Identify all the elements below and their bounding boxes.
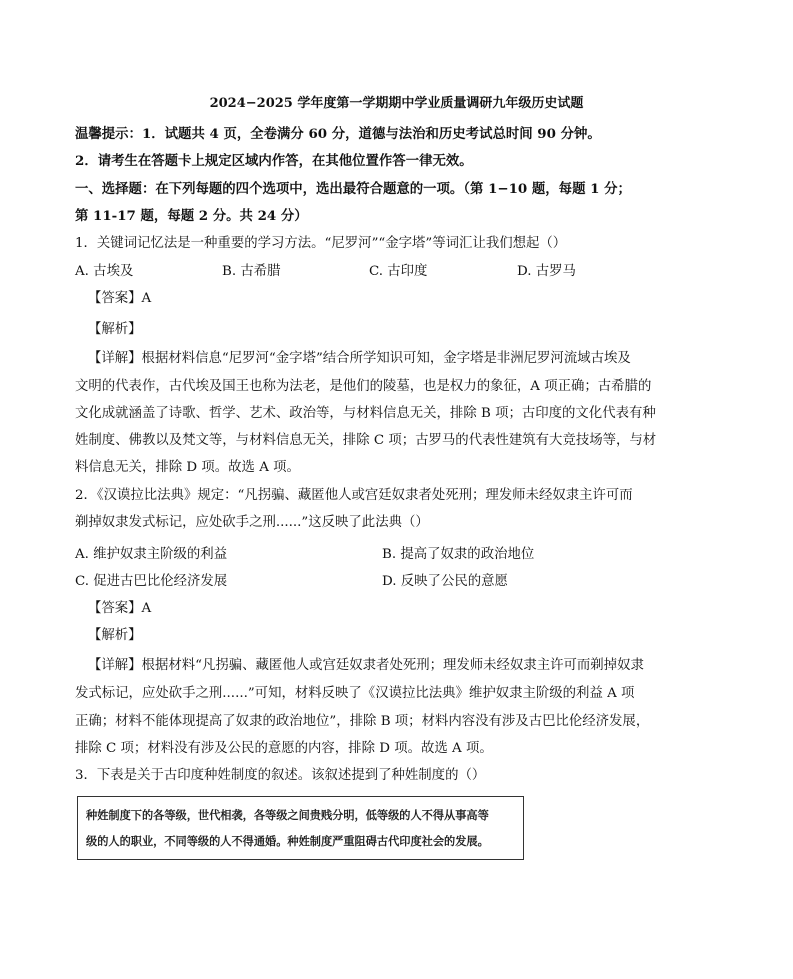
- q2-detail-line: 【详解】根据材料“凡拐骗、藏匿他人或宫廷奴隶者处死刑；理发师未经奴隶主许可而剃掉奴隶: [88, 658, 644, 673]
- q1-option-d: D. 古罗马: [517, 264, 576, 279]
- q3-material-box: [77, 796, 524, 860]
- q2-detail-line: 排除 C 项；材料没有涉及公民的意愿的内容，排除 D 项。故选 A 项。: [75, 741, 493, 756]
- q1-detail-line: 文明的代表作，古代埃及国王也称为法老，是他们的陵墓，也是权力的象征，A 项正确；古希腊的: [75, 379, 652, 394]
- section-heading-line-1: 一、选择题：在下列每题的四个选项中，选出最符合题意的一项。（第 1−10 题，每题 1 分；: [75, 181, 631, 197]
- q1-detail-line: 料信息无关，排除 D 项。故选 A 项。: [75, 460, 300, 475]
- q1-stem: 1．关键词记忆法是一种重要的学习方法。“尼罗河”“金字塔”等词汇让我们想起（）: [75, 236, 567, 251]
- q2-option-b: B. 提高了奴隶的政治地位: [382, 547, 535, 562]
- q2-stem-line: 剃掉奴隶发式标记，应处砍手之刑......”这反映了此法典（）: [75, 515, 429, 530]
- q3-stem: 3．下表是关于古印度种姓制度的叙述。该叙述提到了种姓制度的（）: [75, 768, 486, 783]
- q2-option-c: C. 促进古巴比伦经济发展: [75, 574, 228, 589]
- q2-option-d: D. 反映了公民的意愿: [382, 574, 508, 589]
- q1-option-c: C. 古印度: [369, 264, 428, 279]
- q2-analysis-label: 【解析】: [88, 628, 142, 643]
- q1-option-a: A. 古埃及: [75, 264, 134, 279]
- q1-detail-line: 姓制度、佛教以及梵文等，与材料信息无关，排除 C 项；古罗马的代表性建筑有大竞技场等，与材: [75, 433, 657, 448]
- q2-detail-line: 正确；材料不能体现提高了奴隶的政治地位”，排除 B 项；材料内容没有涉及古巴比伦经济发展，: [75, 714, 650, 729]
- page-title: 2024−2025 学年度第一学期期中学业质量调研九年级历史试题: [209, 96, 584, 111]
- notice-line-1: 温馨提示：1．试题共 4 页，全卷满分 60 分，道德与法治和历史考试总时间 90 分钟。: [75, 126, 601, 142]
- section-heading-line-2: 第 11-17 题，每题 2 分。共 24 分）: [75, 208, 308, 224]
- q2-detail-line: 发式标记，应处砍手之刑......”可知，材料反映了《汉谟拉比法典》维护奴隶主阶级的利益 A 项: [75, 686, 635, 701]
- q1-option-b: B. 古希腊: [222, 264, 281, 279]
- q1-detail-line: 【详解】根据材料信息“尼罗河“金字塔”结合所学知识可知，金字塔是非洲尼罗河流域古埃及: [88, 351, 631, 366]
- q2-answer: 【答案】A: [88, 601, 152, 616]
- q3-material-line: 级的人的职业，不同等级的人不得通婚。种姓制度严重阻碍古代印度社会的发展。: [86, 835, 489, 848]
- q2-stem-line: 2．《汉谟拉比法典》规定：“凡拐骗、藏匿他人或宫廷奴隶者处死刑；理发师未经奴隶主许可而: [75, 488, 633, 503]
- q3-material-line: 种姓制度下的各等级，世代相袭，各等级之间贵贱分明，低等级的人不得从事高等: [86, 809, 489, 822]
- notice-line-2: 2．请考生在答题卡上规定区域内作答，在其他位置作答一律无效。: [75, 153, 473, 169]
- q1-analysis-label: 【解析】: [88, 322, 142, 337]
- q1-answer: 【答案】A: [88, 291, 152, 306]
- q2-option-a: A. 维护奴隶主阶级的利益: [75, 547, 228, 562]
- q1-detail-line: 文化成就涵盖了诗歌、哲学、艺术、政治等，与材料信息无关，排除 B 项；古印度的文化代表有种: [75, 406, 656, 421]
